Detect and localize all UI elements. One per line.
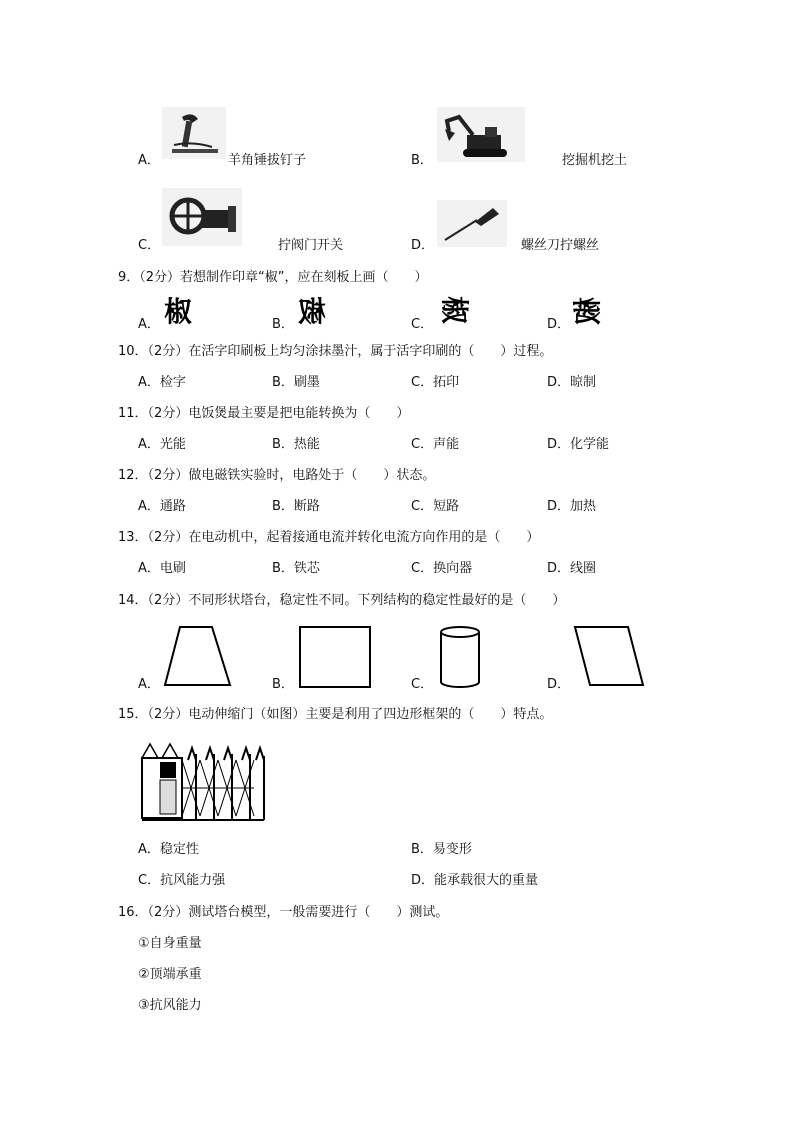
q10-option-b: B．刷墨 <box>272 375 320 390</box>
q8-option-d-letter: D． <box>411 238 435 253</box>
q8-option-a-text: 羊角锤拔钉子 <box>228 153 307 168</box>
q14-option-b-letter: B． <box>272 677 294 692</box>
q9-option-d-glyph: 椒 <box>571 296 605 326</box>
q16-item-1: ①自身重量 <box>138 936 202 951</box>
q9-option-c-letter: C． <box>411 317 434 332</box>
screwdriver-icon <box>437 200 507 247</box>
q8-option-b-letter: B． <box>411 153 433 168</box>
q14-option-a-letter: A． <box>138 677 160 692</box>
q16-item-2: ②顶端承重 <box>138 967 202 982</box>
q9-option-d-letter: D． <box>547 317 571 332</box>
q12-option-a: A．通路 <box>138 499 186 514</box>
q11-option-d: D．化学能 <box>547 437 610 452</box>
q15-option-d: D．能承载很大的重量 <box>411 873 539 888</box>
q10-option-c: C．拓印 <box>411 375 460 390</box>
q10-stem: 10．（2分）在活字印刷板上均匀涂抹墨汁，属于活字印刷的（ ）过程。 <box>118 344 553 359</box>
q8-option-b-text: 挖掘机挖土 <box>562 153 628 168</box>
q9-option-c-glyph: 椒 <box>438 295 472 325</box>
q13-option-c: C．换向器 <box>411 561 473 576</box>
q14-stem: 14．（2分）不同形状塔台，稳定性不同。下列结构的稳定性最好的是（ ） <box>118 593 566 608</box>
q15-option-a: A．稳定性 <box>138 842 199 857</box>
q8-option-c-letter: C． <box>138 238 161 253</box>
q11-option-c: C．声能 <box>411 437 460 452</box>
q13-stem: 13．（2分）在电动机中，起着接通电流并转化电流方向作用的是（ ） <box>118 530 540 545</box>
claw-hammer-icon <box>162 107 226 159</box>
q11-option-b: B．热能 <box>272 437 320 452</box>
excavator-icon <box>437 107 525 162</box>
q15-option-c: C．抗风能力强 <box>138 873 226 888</box>
q9-option-a-glyph: 椒 <box>164 295 193 328</box>
valve-wheel-icon <box>162 188 242 246</box>
q12-option-c: C．短路 <box>411 499 460 514</box>
q11-option-a: A．光能 <box>138 437 186 452</box>
q13-option-b: B．铁芯 <box>272 561 320 576</box>
q8-option-a-letter: A． <box>138 153 160 168</box>
q9-option-b-glyph: 椒 <box>298 295 327 328</box>
q8-option-c-text: 拧阀门开关 <box>278 238 344 253</box>
q10-option-d: D．晾制 <box>547 375 597 390</box>
q15-option-b: B．易变形 <box>411 842 472 857</box>
q13-option-a: A．电刷 <box>138 561 186 576</box>
q14-option-d-letter: D． <box>547 677 571 692</box>
q12-stem: 12．（2分）做电磁铁实验时，电路处于（ ）状态。 <box>118 468 436 483</box>
q14-option-c-letter: C． <box>411 677 434 692</box>
q13-option-d: D．线圈 <box>547 561 597 576</box>
trapezoid-shape <box>162 624 234 688</box>
q8-option-d-text: 螺丝刀拧螺丝 <box>521 238 600 253</box>
square-shape <box>298 625 372 689</box>
parallelogram-shape <box>572 624 646 688</box>
q16-stem: 16．（2分）测试塔台模型，一般需要进行（ ）测试。 <box>118 905 449 920</box>
q12-option-d: D．加热 <box>547 499 597 514</box>
q16-item-3: ③抗风能力 <box>138 998 202 1013</box>
q15-stem: 15．（2分）电动伸缩门（如图）主要是利用了四边形框架的（ ）特点。 <box>118 707 553 722</box>
retractable-gate-icon <box>140 740 266 824</box>
q12-option-b: B．断路 <box>272 499 320 514</box>
q9-option-b-letter: B． <box>272 317 294 332</box>
q10-option-a: A．检字 <box>138 375 186 390</box>
q9-option-a-letter: A． <box>138 317 160 332</box>
cylinder-shape <box>438 624 482 690</box>
q11-stem: 11．（2分）电饭煲最主要是把电能转换为（ ） <box>118 406 410 421</box>
q9-stem: 9．（2分）若想制作印章“椒”，应在刻板上画（ ） <box>118 270 428 285</box>
